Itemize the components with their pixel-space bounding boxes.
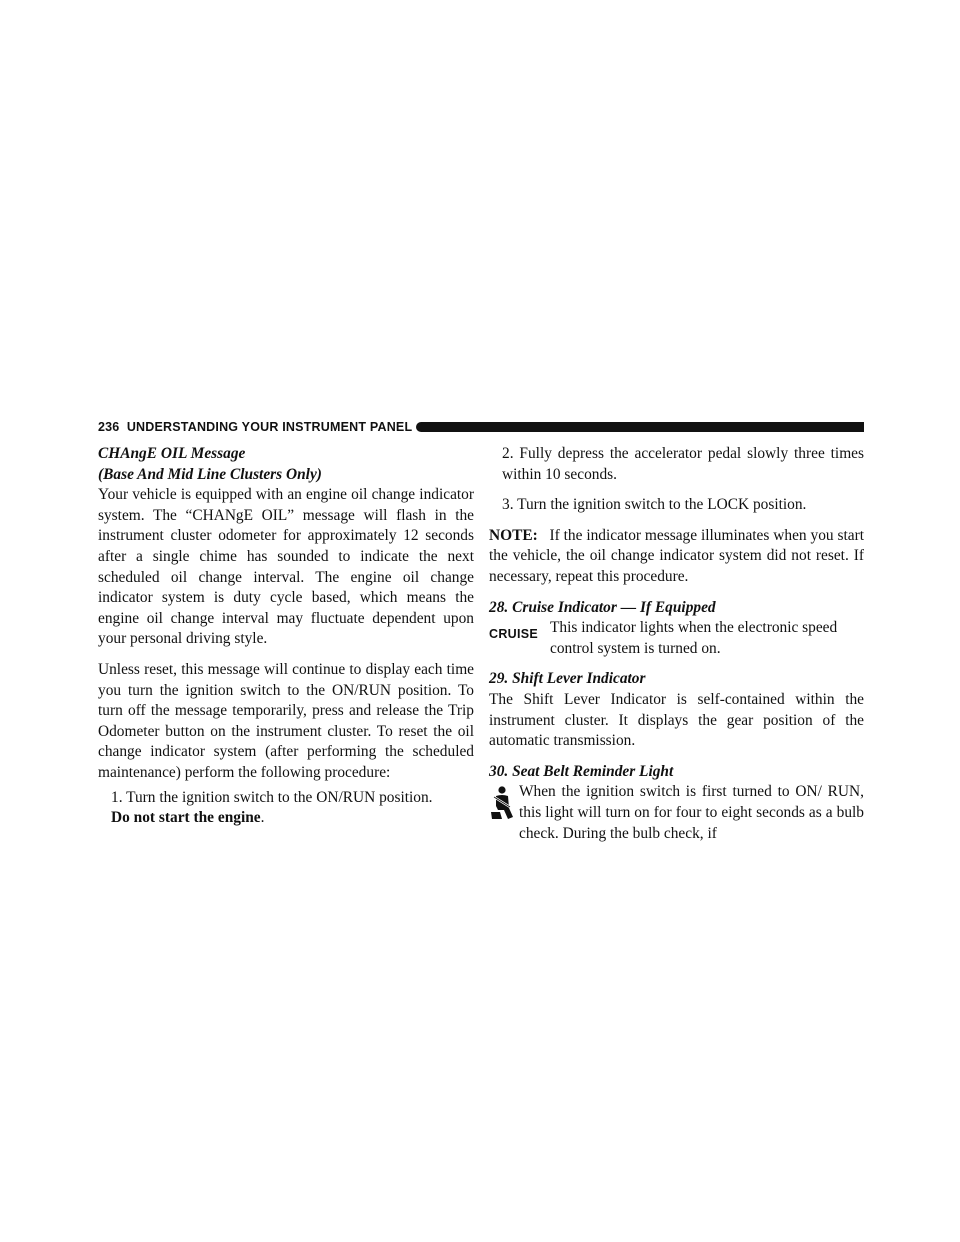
step-1-text: 1. Turn the ignition switch to the ON/RUN position. [111,788,433,806]
shift-text: The Shift Lever Indicator is self-contained within the instrument cluster. It displays the gear position of the automatic transmission. [489,690,864,750]
note-label: NOTE: [489,526,538,544]
page-header [98,421,864,435]
oil-message-subheading: (Base And Mid Line Clusters Only) [98,465,322,483]
step-1-end: . [260,809,265,827]
step-1 [98,788,474,829]
cruise-heading: 28. Cruise Indicator — If Equipped [489,598,716,616]
oil-message-paragraph-2: Unless reset, this message will continue to display each time you turn the ignition switch to the ON/RUN position. To turn off the message temporarily, press and release the Trip Odometer button on the instrument cluster. To reset the oil change indicator system (after performing the scheduled maintenance) perform the following procedure: [98,660,474,781]
seatbelt-text: When the ignition switch is first turned to ON/ RUN, this light will turn on for four to eight seconds as a bulb check. During the bulb check, if [519,783,864,842]
seatbelt-block [489,782,864,844]
step-2 [489,444,864,485]
cruise-block [489,618,864,659]
step-1-warning: Do not start the engine [111,809,261,827]
cruise-text: This indicator lights when the electronic speed control system is turned on. [550,619,838,657]
header-text [98,420,412,434]
step-3 [489,495,864,516]
header-bar [416,422,864,432]
page-number: 236 [98,420,120,434]
note-text: If the indicator message illuminates when you start the vehicle, the oil change indicator system did not reset. If necessary, repeat this procedure. [489,526,865,585]
shift-heading: 29. Shift Lever Indicator [489,670,646,688]
step-3-text: 3. Turn the ignition switch to the LOCK position. [502,496,807,514]
seatbelt-heading: 30. Seat Belt Reminder Light [489,762,674,780]
left-column [98,444,474,829]
right-column [489,444,864,844]
oil-message-heading: CHAngE OIL Message [98,445,246,462]
section-title: UNDERSTANDING YOUR INSTRUMENT PANEL [126,420,413,434]
oil-message-paragraph-1: Your vehicle is equipped with an engine oil change indicator system. The “CHANgE OIL” message will flash in the instrument cluster odometer for approximately 12 seconds after a single chime has sounded to indicate the next scheduled oil change interval. The engine oil change indicator system is duty cycle based, which means the engine oil change interval may fluctuate dependent upon your personal driving style. [98,486,474,648]
seatbelt-icon [489,786,515,820]
cruise-icon: CRUISE [489,627,539,642]
note-paragraph [489,526,864,588]
step-2-text: 2. Fully depress the accelerator pedal slowly three times within 10 seconds. [502,445,864,483]
